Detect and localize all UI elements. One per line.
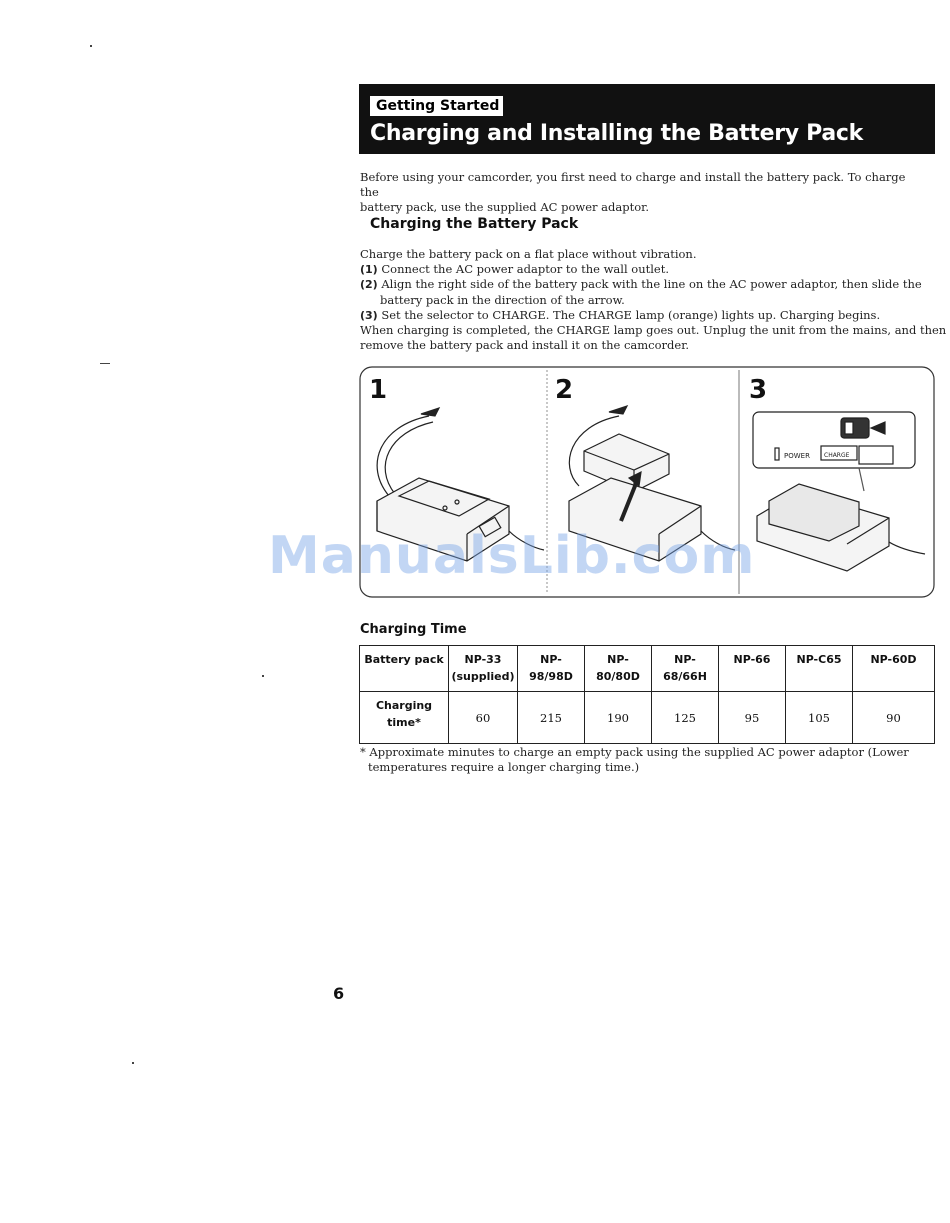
panel-number-2: 2 (555, 375, 574, 405)
footnote-line: temperatures require a longer charging time.) (368, 760, 640, 775)
panel-number-3: 3 (749, 375, 768, 405)
column-header: NP-98/98D (518, 646, 585, 692)
step-2 (360, 277, 940, 292)
column-header (449, 646, 518, 692)
step-number: (1) (360, 263, 378, 277)
step-2-continued: battery pack in the direction of the arrow. (380, 292, 625, 307)
page-number: 6 (333, 984, 345, 1003)
step-number: (2) (360, 278, 378, 292)
page-title: Charging and Installing the Battery Pack (370, 121, 864, 146)
column-header: NP-80/80D (585, 646, 652, 692)
charging-time-heading: Charging Time (360, 622, 467, 637)
intro-line: battery pack, use the supplied AC power adaptor. (360, 200, 650, 215)
charging-steps (360, 247, 947, 353)
power-label: POWER (784, 452, 810, 460)
column-header: NP-60D (853, 646, 935, 692)
scan-speck (262, 675, 264, 677)
footnote (360, 745, 920, 775)
charging-lead: Charge the battery pack on a flat place without vibration. (360, 247, 697, 261)
scan-speck (132, 1062, 134, 1064)
charging-time-table (359, 645, 935, 744)
footnote-line: * Approximate minutes to charge an empty pack using the supplied AC power adaptor (Lower (360, 745, 909, 759)
time-cell: 90 (853, 692, 935, 744)
table-row (360, 692, 935, 744)
step-text: Connect the AC power adaptor to the wall outlet. (381, 262, 670, 277)
intro-paragraph (360, 170, 920, 216)
row-header-time (360, 692, 449, 744)
section-tag: Getting Started (370, 96, 503, 116)
row-header-line: Charging (375, 699, 433, 712)
column-sub: (supplied) (451, 670, 515, 683)
step-text: Set the selector to CHARGE. The CHARGE lamp (orange) lights up. Charging begins. (381, 307, 881, 322)
charge-label: CHARGE (824, 452, 850, 459)
column-header: NP-68/66H (652, 646, 719, 692)
scan-speck (90, 45, 92, 47)
time-cell: 60 (449, 692, 518, 744)
time-cell: 105 (786, 692, 853, 744)
row-header-line: time* (387, 716, 421, 729)
table-row (360, 646, 935, 692)
intro-line: Before using your camcorder, you first need to charge and install the battery pack. To charge the (360, 170, 906, 200)
time-cell: 125 (652, 692, 719, 744)
step-3 (360, 308, 940, 323)
row-header-battery: Battery pack (360, 646, 449, 692)
charging-heading: Charging the Battery Pack (370, 216, 579, 232)
charging-closing: remove the battery pack and install it on the camcorder. (360, 338, 690, 353)
adaptor-drawing-3 (753, 412, 925, 571)
step-text: Align the right side of the battery pack with the line on the AC power adaptor, then slide the (381, 277, 922, 292)
column-name: NP-33 (464, 653, 502, 666)
step-1 (360, 262, 940, 277)
panel-number-1: 1 (369, 375, 388, 405)
time-cell: 95 (719, 692, 786, 744)
time-cell: 215 (518, 692, 585, 744)
column-header: NP-C65 (786, 646, 853, 692)
watermark: ManualsLib.com (268, 526, 756, 586)
charging-closing: When charging is completed, the CHARGE lamp goes out. Unplug the unit from the mains, and then (360, 323, 947, 338)
time-cell: 190 (585, 692, 652, 744)
scan-speck (100, 363, 110, 364)
column-header: NP-66 (719, 646, 786, 692)
step-number: (3) (360, 308, 378, 322)
